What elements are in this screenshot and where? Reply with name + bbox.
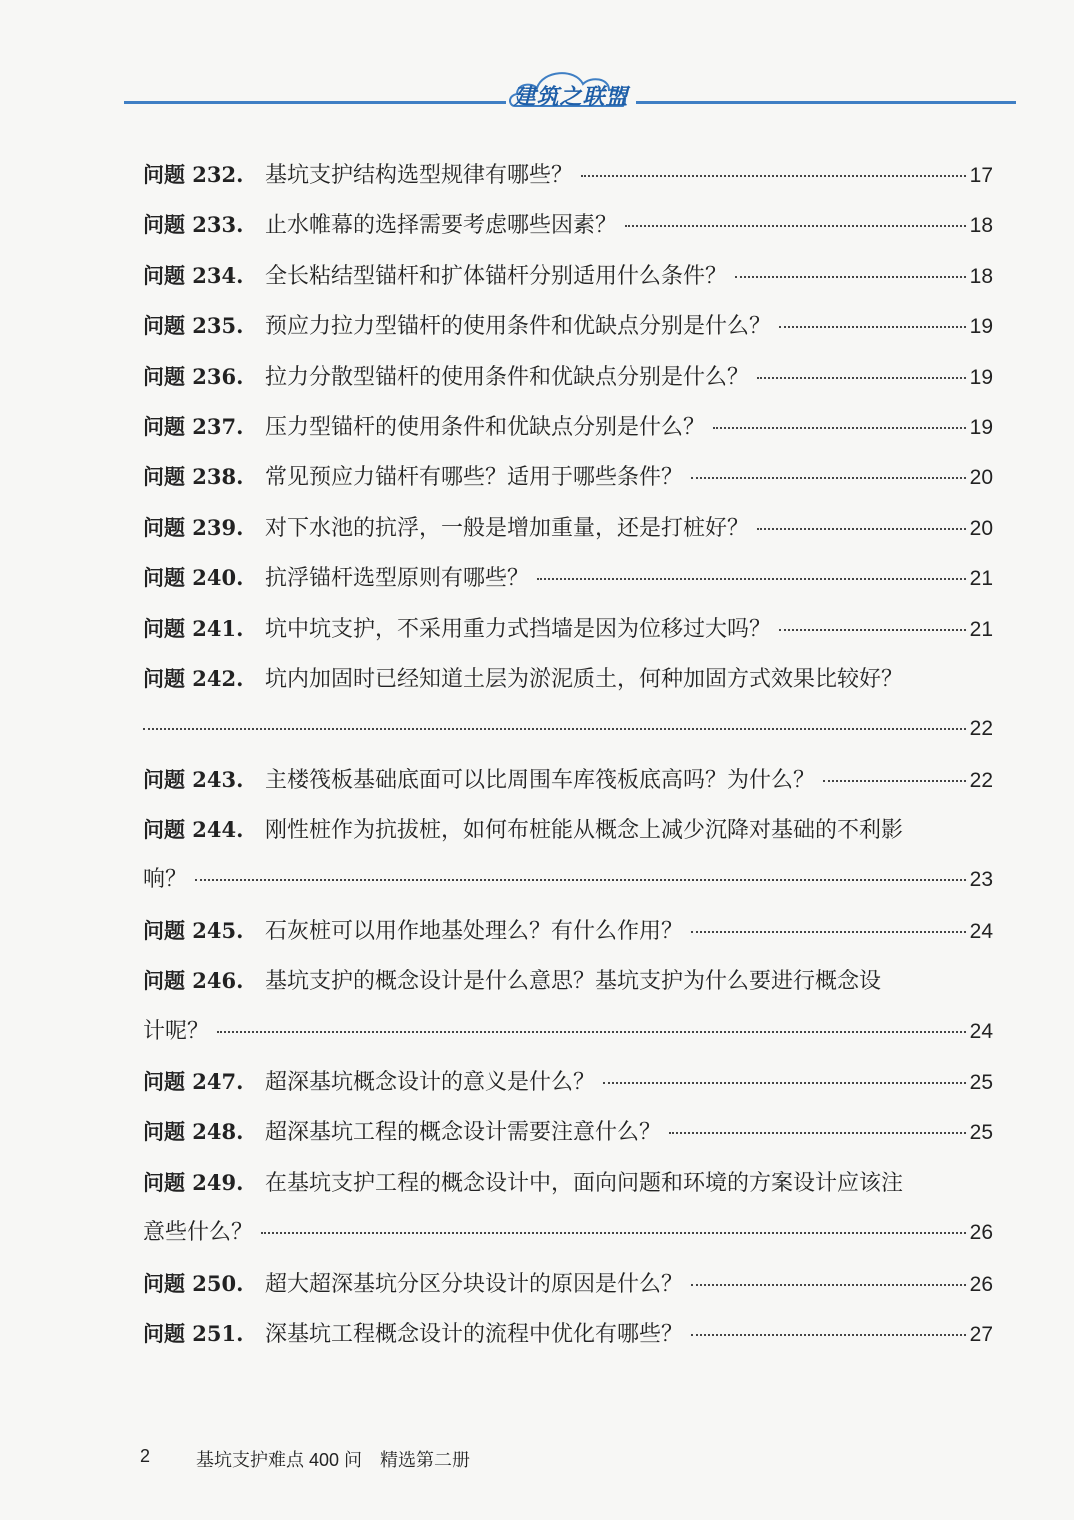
footer bbox=[140, 1446, 470, 1472]
toc-entry-page: 21 bbox=[969, 567, 993, 591]
toc-entry[interactable] bbox=[143, 553, 993, 603]
toc-entry-number: 问题 251. bbox=[143, 1320, 244, 1346]
toc-entry-number: 问题 247. bbox=[143, 1069, 244, 1095]
toc-entry-title: 超深基坑工程的概念设计需要注意什么？ bbox=[265, 1120, 662, 1146]
toc-entry-number: 问题 248. bbox=[143, 1119, 244, 1145]
toc-entry[interactable] bbox=[143, 503, 993, 553]
toc-entry-number: 问题 243. bbox=[143, 766, 244, 792]
toc-entry-page: 20 bbox=[969, 516, 993, 540]
toc-dot-leader bbox=[691, 931, 966, 933]
toc-entry[interactable] bbox=[143, 1057, 993, 1107]
toc-entry-title: 预应力拉力型锚杆的使用条件和优缺点分别是什么？ bbox=[265, 314, 772, 340]
toc-entry[interactable] bbox=[143, 402, 993, 452]
toc-entry-number: 问题 249. bbox=[143, 1169, 244, 1195]
toc-entry-number: 问题 245. bbox=[143, 917, 244, 943]
toc-entry[interactable] bbox=[143, 301, 993, 351]
toc-entry-number: 问题 233. bbox=[143, 212, 244, 238]
toc-entry[interactable] bbox=[143, 452, 993, 502]
toc-entry-number: 问题 238. bbox=[143, 464, 244, 490]
toc-entry[interactable] bbox=[143, 654, 993, 755]
toc-entry[interactable] bbox=[143, 352, 993, 402]
toc-entry-number: 问题 232. bbox=[143, 162, 244, 187]
toc-entry-page: 20 bbox=[969, 466, 993, 490]
logo bbox=[505, 62, 637, 112]
toc-dot-leader bbox=[537, 578, 966, 580]
toc-entry-page: 27 bbox=[969, 1322, 993, 1346]
footer-volume: 精选第二册 bbox=[380, 1450, 471, 1470]
logo-text: 建筑之联盟 bbox=[513, 85, 629, 110]
toc-entry-title: 超深基坑概念设计的意义是什么？ bbox=[265, 1070, 596, 1096]
toc-entry[interactable] bbox=[143, 251, 993, 301]
toc-entry-number: 问题 246. bbox=[143, 968, 244, 994]
toc-entry-title: 基坑支护结构选型规律有哪些？ bbox=[265, 163, 574, 188]
toc-entry-title: 压力型锚杆的使用条件和优缺点分别是什么？ bbox=[265, 414, 706, 440]
toc-entry-page: 19 bbox=[969, 365, 993, 389]
toc-entry-number: 问题 244. bbox=[143, 817, 244, 843]
toc-dot-leader bbox=[691, 477, 966, 479]
toc-entry-number: 问题 250. bbox=[143, 1270, 244, 1296]
toc-entry[interactable] bbox=[143, 1259, 993, 1309]
toc-dot-leader bbox=[143, 728, 966, 730]
toc-entry[interactable] bbox=[143, 200, 993, 250]
toc-entry-title: 刚性桩作为抗拔桩，如何布桩能从概念上减少沉降对基础的不利影 bbox=[265, 818, 904, 844]
toc-dot-leader bbox=[757, 528, 966, 530]
toc-entry-title: 基坑支护的概念设计是什么意思？基坑支护为什么要进行概念设 bbox=[265, 969, 882, 995]
toc-dot-leader bbox=[261, 1232, 966, 1234]
toc-entry-number: 问题 234. bbox=[143, 262, 244, 288]
toc-dot-leader bbox=[625, 225, 966, 227]
toc-dot-leader bbox=[669, 1132, 966, 1134]
toc-entry-page: 24 bbox=[969, 919, 993, 943]
toc-entry[interactable] bbox=[143, 604, 993, 654]
toc-entry-title: 超大超深基坑分区分块设计的原因是什么？ bbox=[265, 1271, 684, 1297]
toc-dot-leader bbox=[691, 1334, 966, 1336]
toc-dot-leader bbox=[603, 1082, 966, 1084]
toc-dot-leader bbox=[713, 427, 966, 429]
toc-entry-number: 问题 235. bbox=[143, 313, 244, 339]
toc-entry-page: 21 bbox=[969, 617, 993, 641]
toc-entry-title: 在基坑支护工程的概念设计中，面向问题和环境的方案设计应该注 bbox=[265, 1170, 904, 1196]
toc-dot-leader bbox=[779, 326, 966, 328]
toc-entry-number: 问题 242. bbox=[143, 665, 244, 691]
toc-dot-leader bbox=[779, 629, 966, 631]
toc-entry-title: 拉力分散型锚杆的使用条件和优缺点分别是什么？ bbox=[265, 364, 750, 390]
toc-entry-number: 问题 241. bbox=[143, 615, 244, 641]
toc-entry[interactable] bbox=[143, 1158, 993, 1259]
toc-entry-page: 22 bbox=[969, 717, 993, 741]
toc-entry-page: 18 bbox=[969, 264, 993, 288]
header-rule-right bbox=[636, 101, 1016, 104]
toc-entry[interactable] bbox=[143, 956, 993, 1057]
toc-entry-title: 对下水池的抗浮，一般是增加重量，还是打桩好？ bbox=[265, 515, 750, 541]
toc-entry-number: 问题 236. bbox=[143, 363, 244, 389]
toc-dot-leader bbox=[195, 879, 966, 881]
toc-entry-page: 19 bbox=[969, 315, 993, 339]
toc-entry[interactable] bbox=[143, 1309, 993, 1359]
toc-entry-title: 石灰桩可以用作地基处理么？有什么作用？ bbox=[265, 918, 684, 944]
toc-entry-page: 22 bbox=[969, 768, 993, 792]
toc-entry-page: 19 bbox=[969, 415, 993, 439]
toc-entry-title: 抗浮锚杆选型原则有哪些？ bbox=[265, 566, 530, 592]
toc-entry-title: 坑内加固时已经知道土层为淤泥质土，何种加固方式效果比较好？ bbox=[265, 666, 904, 692]
toc-entry-title: 止水帷幕的选择需要考虑哪些因素？ bbox=[265, 213, 618, 239]
toc-dot-leader bbox=[581, 175, 966, 177]
toc-entry-page: 17 bbox=[969, 164, 993, 187]
toc-entry[interactable] bbox=[143, 805, 993, 906]
toc-entry-title: 常见预应力锚杆有哪些？适用于哪些条件？ bbox=[265, 465, 684, 491]
toc-entry-number: 问题 239. bbox=[143, 514, 244, 540]
toc-entry-page: 24 bbox=[969, 1019, 993, 1043]
toc-dot-leader bbox=[691, 1284, 966, 1286]
header-rule-left bbox=[124, 101, 506, 104]
toc-dot-leader bbox=[735, 276, 966, 278]
toc-entry-page: 26 bbox=[969, 1272, 993, 1296]
toc-entry[interactable] bbox=[143, 755, 993, 805]
footer-page-number: 2 bbox=[140, 1446, 151, 1466]
toc-entry-title-continued: 响？ bbox=[143, 867, 188, 893]
toc-entry-page: 25 bbox=[969, 1121, 993, 1145]
toc-entry-page: 23 bbox=[969, 868, 993, 892]
toc-entry[interactable] bbox=[143, 906, 993, 956]
toc-dot-leader bbox=[757, 377, 966, 379]
table-of-contents bbox=[143, 150, 993, 1359]
toc-entry-page: 25 bbox=[969, 1071, 993, 1095]
toc-entry-title: 深基坑工程概念设计的流程中优化有哪些？ bbox=[265, 1321, 684, 1347]
toc-entry-title-continued: 意些什么？ bbox=[143, 1220, 254, 1246]
toc-entry-title: 主楼筏板基础底面可以比周围车库筏板底高吗？为什么？ bbox=[265, 767, 816, 793]
toc-entry-number: 问题 237. bbox=[143, 413, 244, 439]
toc-entry-title: 全长粘结型锚杆和扩体锚杆分别适用什么条件？ bbox=[265, 263, 728, 289]
toc-entry[interactable] bbox=[143, 1107, 993, 1157]
toc-entry[interactable] bbox=[143, 150, 993, 200]
toc-entry-number: 问题 240. bbox=[143, 565, 244, 591]
toc-entry-title: 坑中坑支护，不采用重力式挡墙是因为位移过大吗？ bbox=[265, 616, 772, 642]
toc-entry-title-continued: 计呢？ bbox=[143, 1018, 210, 1044]
toc-dot-leader bbox=[823, 780, 966, 782]
toc-entry-page: 26 bbox=[969, 1221, 993, 1245]
toc-entry-page: 18 bbox=[969, 214, 993, 238]
footer-book-title: 基坑支护难点 400 问 bbox=[196, 1450, 363, 1470]
toc-dot-leader bbox=[217, 1031, 966, 1033]
